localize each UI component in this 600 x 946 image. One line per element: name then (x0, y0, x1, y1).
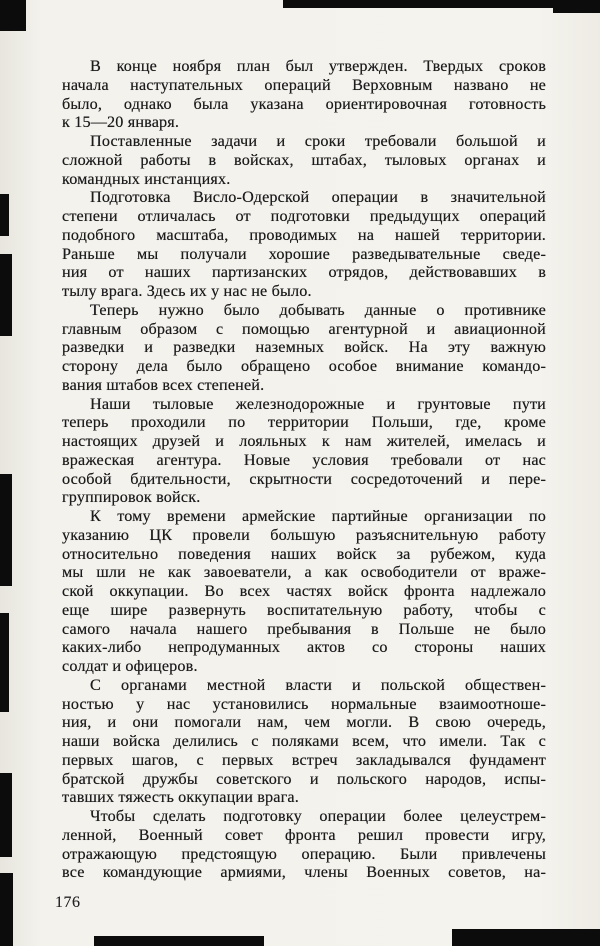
text-line: начала наступательных операций Верховным названо не (62, 75, 546, 94)
text-block (62, 57, 546, 882)
text-line: мы шли не как завоеватели, а как освободители от враже- (62, 563, 546, 582)
text-line: еще шире развернуть воспитательную работу, чтобы с (62, 600, 546, 619)
text-line: тылу врага. Здесь их у нас не было. (62, 282, 312, 300)
scan-artifact-left-4 (0, 613, 9, 712)
text-line: ленной, Военный совет фронта решил провести игру, (62, 825, 546, 844)
text-line: ской оккупации. Во всех частях войск фронта надлежало (62, 582, 546, 600)
text-line: сторону дела было обращено особое внимание командо- (62, 357, 546, 375)
text-line: подобного масштаба, проводимых на нашей территории. (62, 225, 546, 244)
text-line: ния от наших партизанских отрядов, действовавших в (62, 263, 546, 282)
scan-artifact-left-2 (0, 254, 12, 336)
text-line: указанию ЦК провели большую разъяснительную работу (62, 525, 546, 544)
scan-artifact-bottom-2 (452, 929, 600, 946)
text-line: солдат и офицеров. (62, 657, 198, 675)
text-line: относительно поведения наших войск за рубежом, куда (62, 544, 546, 563)
page-number: 176 (55, 894, 81, 911)
text-line: наши войска делились с поляками всем, что имели. Так с (62, 732, 546, 750)
text-line: Поставленные задачи и сроки требовали большой и (90, 132, 546, 150)
scan-artifact-left-3 (0, 474, 12, 586)
text-line: сложной работы в войсках, штабах, тыловых органах и (62, 150, 546, 169)
text-line: главным образом с помощью агентурной и авиационной (62, 319, 546, 338)
text-line: К тому времени армейские партийные организации по (90, 507, 546, 525)
text-line: тавших тяжесть оккупации врага. (62, 788, 299, 807)
text-line: к 15—20 января. (62, 113, 180, 132)
text-line: вания штабов всех степеней. (62, 375, 265, 394)
text-line: настоящих друзей и лояльных к нам жителей, имелась и (62, 432, 546, 450)
text-line: было, однако была указана ориентировочная готовность (62, 94, 546, 113)
text-line: Чтобы сделать подготовку операции более целеустрем- (90, 807, 546, 825)
text-line: Теперь нужно было добывать данные о противнике (90, 300, 546, 319)
scan-artifact-left-6 (0, 873, 13, 946)
text-line: самого начала нашего пребывания в Польше не было (62, 619, 546, 638)
text-line: ния, и они помогали нам, чем могли. В свою очередь, (62, 713, 546, 732)
scan-artifact-left-1 (0, 194, 9, 236)
text-line: командных инстанциях. (62, 169, 231, 188)
text-line: братской дружбы советского и польского народов, испы- (62, 769, 546, 788)
text-line: вражеская агентура. Новые условия требовали от нас (62, 450, 546, 469)
scan-artifact-top-right (553, 0, 600, 13)
text-line: Подготовка Висло-Одерской операции в значительной (90, 188, 546, 207)
text-line: ностью у нас установились нормальные взаимоотноше- (62, 694, 546, 713)
scan-artifact-bottom-1 (94, 936, 264, 946)
text-line: В конце ноября план был утвержден. Твердых сроков (90, 57, 546, 75)
text-line: все командующие армиями, члены Военных советов, на- (62, 863, 546, 882)
text-line: группировок войск. (62, 488, 201, 507)
text-line: С органами местной власти и польской обществен- (90, 675, 546, 694)
text-line: теперь проходили по территории Польши, где, кроме (62, 413, 546, 432)
text-line: каких-либо непродуманных актов со стороны наших (62, 638, 546, 657)
text-line: первых шагов, с первых встреч закладывался фундамент (62, 750, 546, 769)
text-line: степени отличалась от подготовки предыдущих операций (62, 207, 546, 225)
text-line: разведки и разведки наземных войск. На эту важную (62, 338, 546, 357)
text-line: особой бдительности, скрытности сосредоточений и пере- (62, 469, 546, 488)
text-line: отражающую предстоящую операцию. Были привлечены (62, 844, 546, 863)
text-line: Наши тыловые железнодорожные и грунтовые пути (90, 394, 546, 413)
scan-artifact-left-5 (0, 773, 12, 857)
text-line: Раньше мы получали хорошие разведывательные сведе- (62, 244, 546, 263)
scan-artifact-top-left (0, 0, 26, 31)
